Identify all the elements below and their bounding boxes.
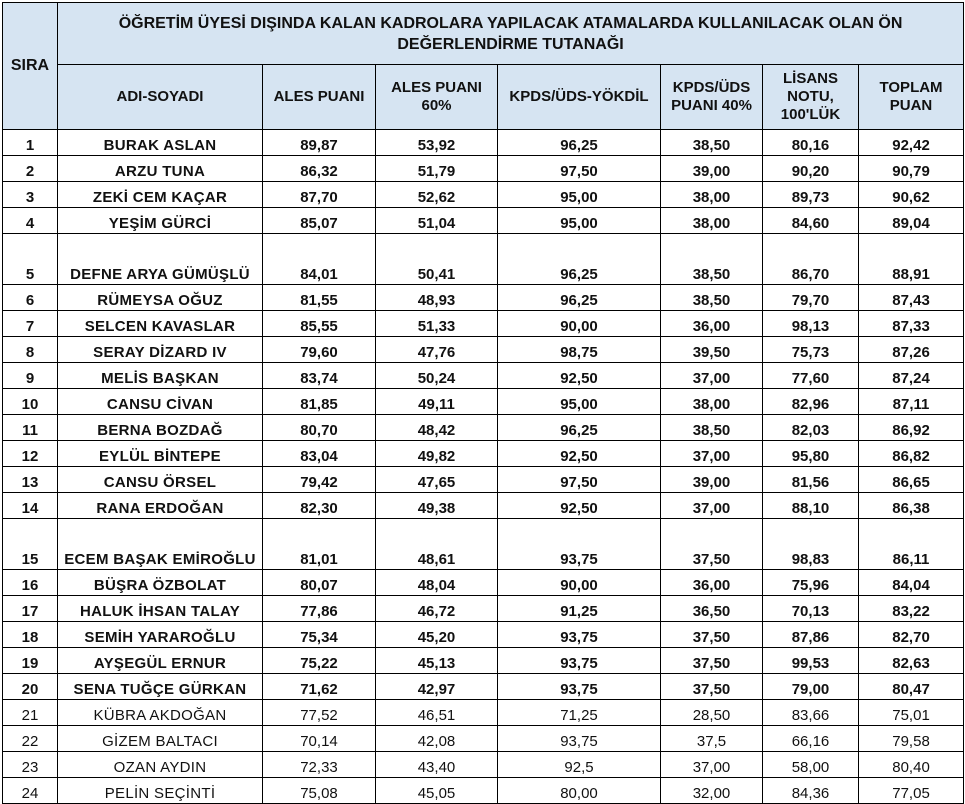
ales-60-cell: 52,62 [376,182,498,208]
table-row [3,311,964,337]
lisans-cell: 66,16 [763,726,859,752]
name-cell: ZEKİ CEM KAÇAR [58,182,263,208]
ales-cell: 83,74 [263,363,376,389]
lisans-cell: 89,73 [763,182,859,208]
lisans-cell: 95,80 [763,441,859,467]
ales-60-cell: 53,92 [376,130,498,156]
kpds-40-cell: 37,50 [661,519,763,570]
kpds-40-cell: 37,50 [661,622,763,648]
sira-cell: 9 [3,363,58,389]
toplam-cell: 86,92 [859,415,964,441]
table-row [3,570,964,596]
toplam-cell: 77,05 [859,778,964,804]
lisans-cell: 86,70 [763,234,859,285]
kpds-40-cell: 38,00 [661,182,763,208]
kpds-cell: 71,25 [498,700,661,726]
toplam-cell: 87,26 [859,337,964,363]
name-cell: PELİN SEÇİNTİ [58,778,263,804]
toplam-cell: 88,91 [859,234,964,285]
sira-cell: 2 [3,156,58,182]
name-cell: OZAN AYDIN [58,752,263,778]
evaluation-table [2,2,964,804]
kpds-40-cell: 38,50 [661,130,763,156]
kpds-cell: 90,00 [498,311,661,337]
ales-cell: 80,07 [263,570,376,596]
ales-cell: 84,01 [263,234,376,285]
kpds-cell: 92,5 [498,752,661,778]
name-cell: AYŞEGÜL ERNUR [58,648,263,674]
column-header-ales: ALES PUANI [263,65,376,130]
name-cell: MELİS BAŞKAN [58,363,263,389]
ales-cell: 87,70 [263,182,376,208]
sira-cell: 7 [3,311,58,337]
kpds-cell: 93,75 [498,622,661,648]
ales-cell: 83,04 [263,441,376,467]
column-header-ales-60: ALES PUANI 60% [376,65,498,130]
sira-cell: 23 [3,752,58,778]
kpds-cell: 91,25 [498,596,661,622]
ales-60-cell: 45,05 [376,778,498,804]
ales-cell: 80,70 [263,415,376,441]
kpds-cell: 92,50 [498,363,661,389]
kpds-cell: 97,50 [498,467,661,493]
table-row [3,622,964,648]
ales-60-cell: 47,65 [376,467,498,493]
toplam-cell: 75,01 [859,700,964,726]
kpds-cell: 96,25 [498,415,661,441]
kpds-cell: 96,25 [498,285,661,311]
table-row [3,519,964,570]
ales-60-cell: 43,40 [376,752,498,778]
kpds-40-cell: 39,00 [661,156,763,182]
kpds-cell: 93,75 [498,726,661,752]
name-cell: BURAK ASLAN [58,130,263,156]
ales-60-cell: 49,11 [376,389,498,415]
kpds-40-cell: 37,00 [661,363,763,389]
ales-cell: 75,34 [263,622,376,648]
ales-cell: 75,08 [263,778,376,804]
name-cell: EYLÜL BİNTEPE [58,441,263,467]
name-cell: ARZU TUNA [58,156,263,182]
table-row [3,726,964,752]
ales-cell: 81,01 [263,519,376,570]
lisans-cell: 83,66 [763,700,859,726]
lisans-cell: 88,10 [763,493,859,519]
kpds-40-cell: 32,00 [661,778,763,804]
kpds-cell: 96,25 [498,234,661,285]
name-cell: SENA TUĞÇE GÜRKAN [58,674,263,700]
table-row [3,648,964,674]
ales-cell: 71,62 [263,674,376,700]
lisans-cell: 84,60 [763,208,859,234]
column-header-toplam: TOPLAM PUAN [859,65,964,130]
toplam-cell: 86,65 [859,467,964,493]
toplam-cell: 82,70 [859,622,964,648]
name-cell: DEFNE ARYA GÜMÜŞLÜ [58,234,263,285]
ales-60-cell: 47,76 [376,337,498,363]
name-cell: SERAY DİZARD IV [58,337,263,363]
name-cell: BERNA BOZDAĞ [58,415,263,441]
name-cell: RÜMEYSA OĞUZ [58,285,263,311]
table-title: ÖĞRETİM ÜYESİ DIŞINDA KALAN KADROLARA YAPILACAK ATAMALARDA KULLANILACAK OLAN ÖN DEĞERLENDİRME TUTANAĞI [58,3,964,65]
lisans-cell: 58,00 [763,752,859,778]
toplam-cell: 92,42 [859,130,964,156]
kpds-40-cell: 38,50 [661,234,763,285]
kpds-cell: 93,75 [498,648,661,674]
ales-cell: 86,32 [263,156,376,182]
sira-cell: 15 [3,519,58,570]
kpds-40-cell: 37,50 [661,674,763,700]
lisans-cell: 79,70 [763,285,859,311]
kpds-40-cell: 28,50 [661,700,763,726]
table-row [3,596,964,622]
table-row [3,415,964,441]
kpds-40-cell: 38,00 [661,389,763,415]
ales-cell: 79,60 [263,337,376,363]
kpds-40-cell: 38,00 [661,208,763,234]
toplam-cell: 87,33 [859,311,964,337]
sira-cell: 14 [3,493,58,519]
sira-cell: 19 [3,648,58,674]
ales-60-cell: 42,97 [376,674,498,700]
ales-60-cell: 48,93 [376,285,498,311]
kpds-cell: 93,75 [498,519,661,570]
ales-cell: 81,85 [263,389,376,415]
table-row [3,441,964,467]
name-cell: CANSU ÖRSEL [58,467,263,493]
toplam-cell: 80,47 [859,674,964,700]
sira-cell: 10 [3,389,58,415]
sira-cell: 22 [3,726,58,752]
sira-cell: 4 [3,208,58,234]
lisans-cell: 80,16 [763,130,859,156]
ales-60-cell: 46,51 [376,700,498,726]
ales-cell: 70,14 [263,726,376,752]
lisans-cell: 75,73 [763,337,859,363]
kpds-cell: 80,00 [498,778,661,804]
sira-cell: 1 [3,130,58,156]
table-row [3,234,964,285]
kpds-cell: 97,50 [498,156,661,182]
kpds-cell: 95,00 [498,182,661,208]
table-row [3,700,964,726]
name-cell: BÜŞRA ÖZBOLAT [58,570,263,596]
table-row [3,674,964,700]
toplam-cell: 86,82 [859,441,964,467]
lisans-cell: 79,00 [763,674,859,700]
sira-cell: 5 [3,234,58,285]
table-row [3,130,964,156]
kpds-40-cell: 39,50 [661,337,763,363]
ales-60-cell: 51,79 [376,156,498,182]
column-header-adi-soyadi: ADI-SOYADI [58,65,263,130]
ales-60-cell: 49,82 [376,441,498,467]
ales-cell: 79,42 [263,467,376,493]
column-header-kpds: KPDS/ÜDS-YÖKDİL [498,65,661,130]
name-cell: KÜBRA AKDOĞAN [58,700,263,726]
kpds-40-cell: 37,50 [661,648,763,674]
table-row [3,752,964,778]
ales-cell: 75,22 [263,648,376,674]
ales-cell: 77,86 [263,596,376,622]
kpds-40-cell: 38,50 [661,285,763,311]
ales-cell: 85,07 [263,208,376,234]
ales-60-cell: 48,04 [376,570,498,596]
lisans-cell: 70,13 [763,596,859,622]
sira-cell: 13 [3,467,58,493]
kpds-40-cell: 36,50 [661,596,763,622]
table-row [3,493,964,519]
lisans-cell: 82,96 [763,389,859,415]
ales-60-cell: 51,04 [376,208,498,234]
ales-60-cell: 42,08 [376,726,498,752]
name-cell: GİZEM BALTACI [58,726,263,752]
kpds-40-cell: 38,50 [661,415,763,441]
kpds-cell: 90,00 [498,570,661,596]
lisans-cell: 98,83 [763,519,859,570]
toplam-cell: 79,58 [859,726,964,752]
kpds-40-cell: 36,00 [661,311,763,337]
lisans-cell: 98,13 [763,311,859,337]
table-row [3,337,964,363]
kpds-cell: 95,00 [498,208,661,234]
name-cell: SEMİH YARAROĞLU [58,622,263,648]
kpds-cell: 93,75 [498,674,661,700]
toplam-cell: 87,43 [859,285,964,311]
lisans-cell: 84,36 [763,778,859,804]
toplam-cell: 87,11 [859,389,964,415]
ales-60-cell: 48,42 [376,415,498,441]
table-row [3,467,964,493]
ales-cell: 89,87 [263,130,376,156]
table-row [3,389,964,415]
table-row [3,208,964,234]
table-body [3,130,964,804]
kpds-40-cell: 37,00 [661,493,763,519]
sira-cell: 24 [3,778,58,804]
column-header-sira: SIRA [3,3,58,130]
table-row [3,285,964,311]
kpds-cell: 92,50 [498,493,661,519]
toplam-cell: 86,38 [859,493,964,519]
kpds-40-cell: 39,00 [661,467,763,493]
toplam-cell: 90,79 [859,156,964,182]
ales-cell: 72,33 [263,752,376,778]
name-cell: HALUK İHSAN TALAY [58,596,263,622]
kpds-cell: 98,75 [498,337,661,363]
sira-cell: 18 [3,622,58,648]
kpds-40-cell: 37,00 [661,441,763,467]
sira-cell: 8 [3,337,58,363]
kpds-40-cell: 37,00 [661,752,763,778]
sira-cell: 6 [3,285,58,311]
table-row [3,363,964,389]
name-cell: ECEM BAŞAK EMİROĞLU [58,519,263,570]
ales-cell: 77,52 [263,700,376,726]
kpds-40-cell: 37,5 [661,726,763,752]
toplam-cell: 90,62 [859,182,964,208]
ales-60-cell: 46,72 [376,596,498,622]
toplam-cell: 86,11 [859,519,964,570]
kpds-cell: 95,00 [498,389,661,415]
column-header-lisans: LİSANS NOTU, 100'LÜK [763,65,859,130]
ales-60-cell: 45,20 [376,622,498,648]
kpds-cell: 92,50 [498,441,661,467]
ales-cell: 82,30 [263,493,376,519]
table-row [3,156,964,182]
sira-cell: 11 [3,415,58,441]
ales-cell: 85,55 [263,311,376,337]
toplam-cell: 87,24 [859,363,964,389]
name-cell: YEŞİM GÜRCİ [58,208,263,234]
ales-60-cell: 48,61 [376,519,498,570]
sira-cell: 3 [3,182,58,208]
name-cell: CANSU CİVAN [58,389,263,415]
ales-60-cell: 49,38 [376,493,498,519]
sira-cell: 12 [3,441,58,467]
ales-60-cell: 45,13 [376,648,498,674]
toplam-cell: 89,04 [859,208,964,234]
lisans-cell: 75,96 [763,570,859,596]
kpds-cell: 96,25 [498,130,661,156]
toplam-cell: 83,22 [859,596,964,622]
lisans-cell: 90,20 [763,156,859,182]
ales-60-cell: 50,24 [376,363,498,389]
toplam-cell: 80,40 [859,752,964,778]
lisans-cell: 99,53 [763,648,859,674]
ales-60-cell: 51,33 [376,311,498,337]
lisans-cell: 77,60 [763,363,859,389]
table-row [3,182,964,208]
lisans-cell: 87,86 [763,622,859,648]
ales-cell: 81,55 [263,285,376,311]
sira-cell: 16 [3,570,58,596]
column-header-kpds-40: KPDS/ÜDS PUANI 40% [661,65,763,130]
ales-60-cell: 50,41 [376,234,498,285]
name-cell: SELCEN KAVASLAR [58,311,263,337]
toplam-cell: 82,63 [859,648,964,674]
name-cell: RANA ERDOĞAN [58,493,263,519]
sira-cell: 17 [3,596,58,622]
sira-cell: 21 [3,700,58,726]
lisans-cell: 82,03 [763,415,859,441]
toplam-cell: 84,04 [859,570,964,596]
sira-cell: 20 [3,674,58,700]
kpds-40-cell: 36,00 [661,570,763,596]
lisans-cell: 81,56 [763,467,859,493]
